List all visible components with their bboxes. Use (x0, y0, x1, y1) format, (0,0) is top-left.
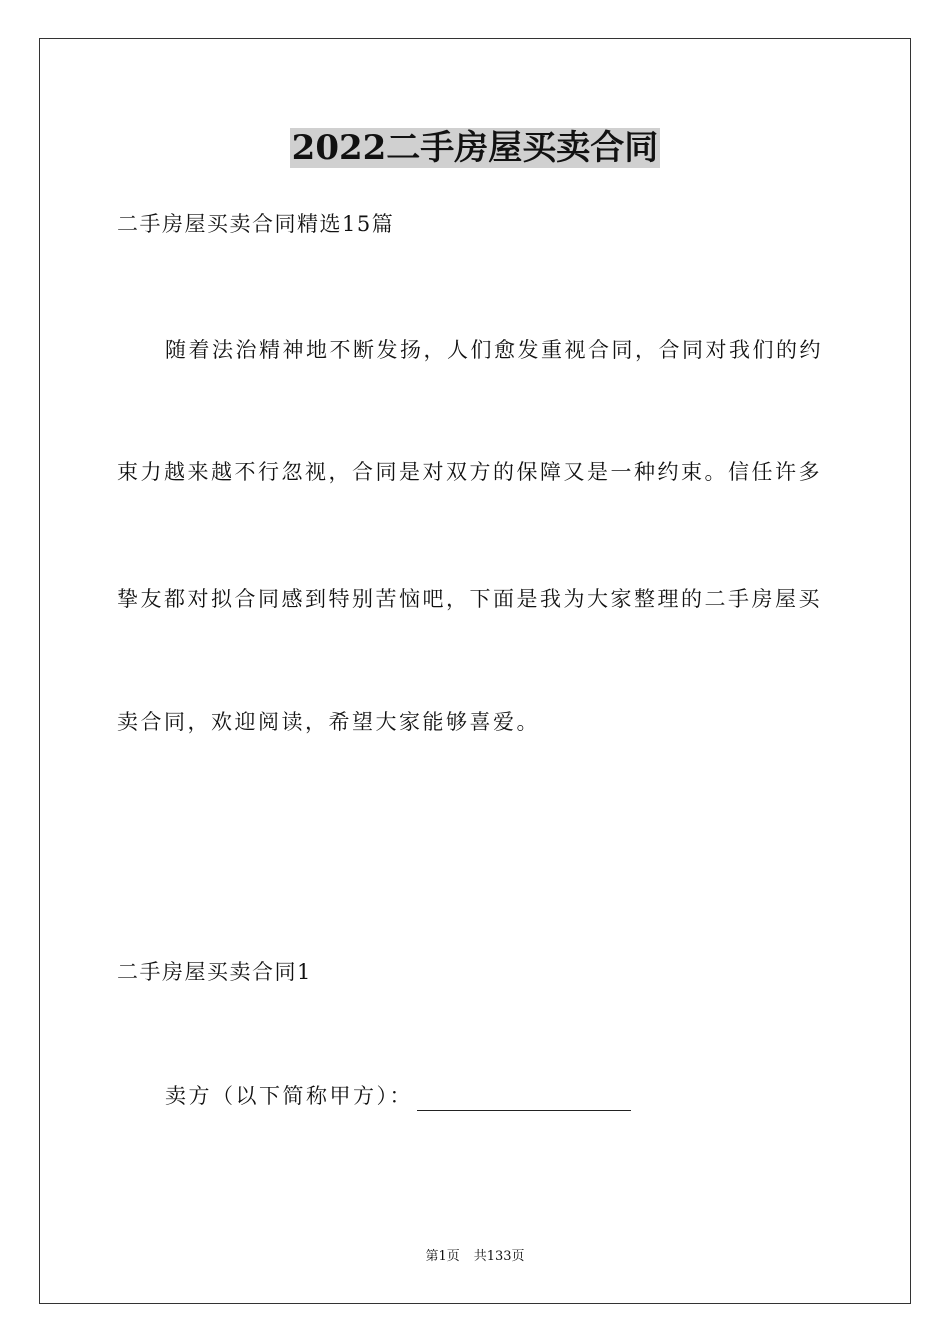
page-footer (0, 1248, 950, 1266)
seller-blank-line[interactable] (417, 1088, 631, 1111)
intro-line-4: 卖合同，欢迎阅读，希望大家能够喜爱。 (117, 710, 540, 734)
section-heading: 二手房屋买卖合同1 (117, 960, 312, 984)
document-title (0, 124, 950, 172)
intro-line-1: 随着法治精神地不断发扬，人们愈发重视合同，合同对我们的约 (165, 338, 823, 362)
seller-label: 卖方（以下简称甲方）： (165, 1084, 413, 1108)
intro-line-2: 束力越来越不行忽视，合同是对双方的保障又是一种约束。信任许多 (117, 460, 822, 484)
page-number-current: 第1页 (425, 1249, 460, 1264)
seller-field (165, 1081, 631, 1111)
page-number-total: 共133页 (473, 1249, 525, 1264)
document-title-text: 2022二手房屋买卖合同 (291, 128, 659, 168)
intro-line-3: 挚友都对拟合同感到特别苦恼吧，下面是我为大家整理的二手房屋买 (117, 587, 822, 611)
document-subtitle: 二手房屋买卖合同精选15篇 (117, 212, 395, 236)
